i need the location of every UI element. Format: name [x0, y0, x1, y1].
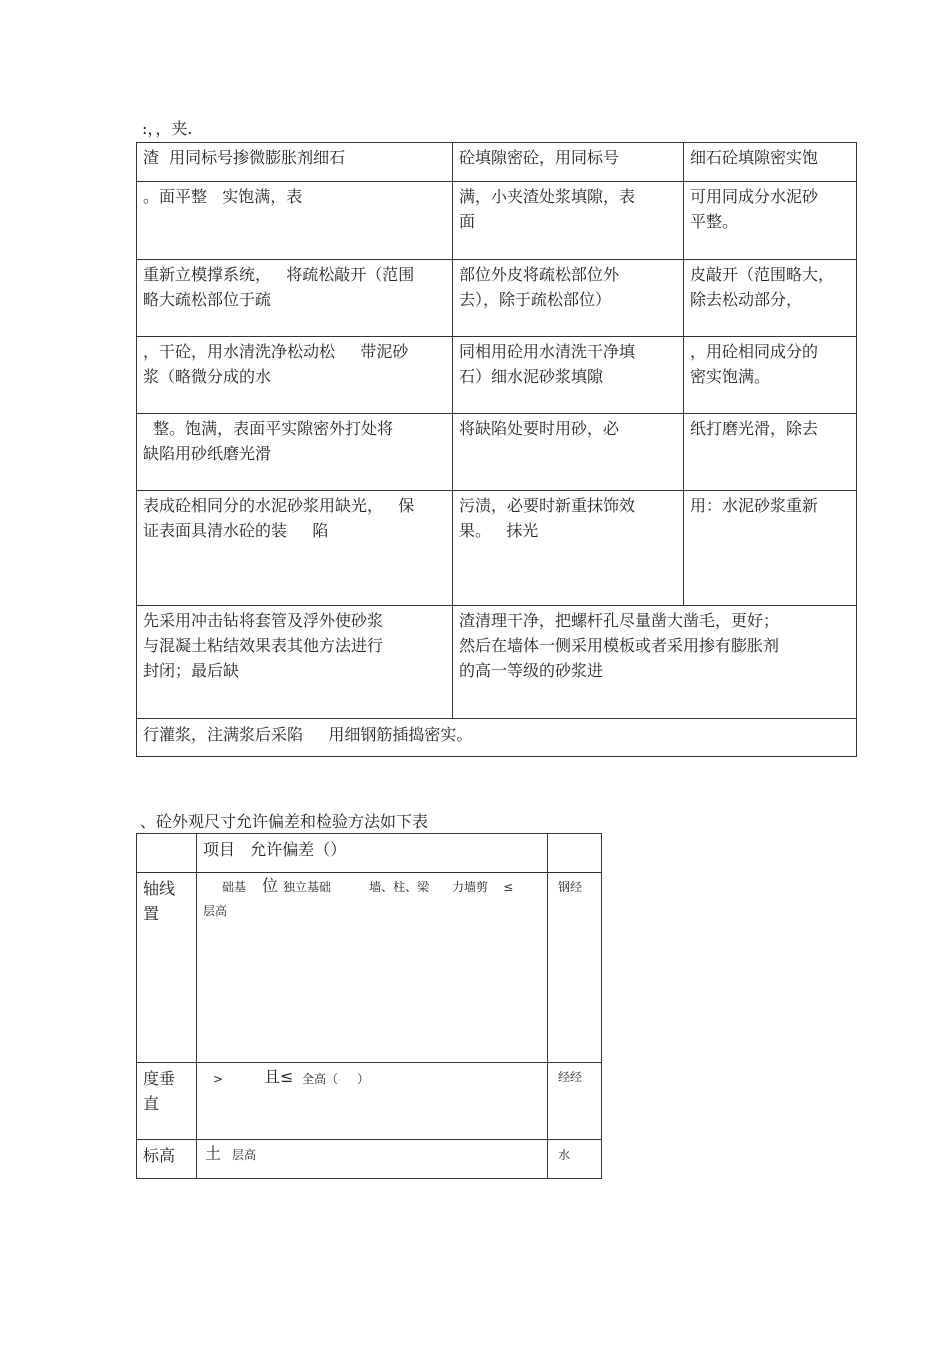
- table-cell: 皮敲开（范围略大， 除去松动部分，: [690, 265, 835, 309]
- row-label: 标高: [143, 1146, 176, 1165]
- method-cell: 水: [558, 1148, 571, 1162]
- method-cell: 钢经: [558, 880, 583, 894]
- table-cell: 。面平整 实饱满，表: [143, 187, 303, 206]
- table-cell: 用：水泥砂浆重新: [690, 496, 819, 515]
- header-note: :，，夹.: [142, 119, 193, 138]
- table-caption: 、砼外观尺寸允许偏差和检验方法如下表: [140, 812, 429, 831]
- table-cell: 层高: [232, 1148, 257, 1162]
- table-cell: 且≤: [264, 1067, 294, 1086]
- table-cell: 土: [205, 1144, 222, 1163]
- table-cell: 污渍，必要时新重抹饰效 果。 抹光: [459, 496, 636, 540]
- table-cell: 层高: [203, 904, 228, 918]
- table-cell: 表成砼相同分的水泥砂浆用缺光， 保 证表面具清水砼的装 陷: [143, 496, 415, 540]
- table-cell: 行灌浆，注满浆后采陷 用细钢筋插捣密实。: [143, 725, 473, 744]
- table-cell: 重新立模撑系统， 将疏松敲开（范围 略大疏松部位于疏: [143, 265, 415, 309]
- table-cell: 同相用砼用水清洗干净填 石）细水泥砂浆填隙: [459, 342, 636, 386]
- table-cell: ，用砼相同成分的 密实饱满。: [690, 342, 819, 386]
- table-cell: 纸打磨光滑，除去: [690, 419, 819, 438]
- table-cell: 先采用冲击钻将套管及浮外使砂浆 与混凝土粘结效果表其他方法进行 封闭；最后缺: [143, 611, 384, 680]
- method-cell: 经经: [558, 1070, 583, 1084]
- table-cell: ，干砼，用水清洗净松动松 带泥砂 浆（略微分成的水: [143, 342, 409, 386]
- table-cell: 砼填隙密砼，用同标号: [459, 148, 620, 167]
- table-cell: 满，小夹渣处浆填隙，表 面: [459, 187, 636, 231]
- table-cell: 整。饱满，表面平实隙密外打处将 缺陷用砂纸磨光滑: [143, 419, 394, 463]
- table-cell: 全高（ ）: [302, 1072, 370, 1086]
- table-cell: 渣清理干净，把螺杆孔尽量凿大凿毛，更好； 然后在墙体一侧采用模板或者采用掺有膨胀剂 的高一等级的砂浆进: [459, 611, 780, 680]
- table-cell: 独立基础 墙、柱、梁 力墙剪 ≤: [283, 880, 514, 894]
- table-cell: 渣 用同标号掺微膨胀剂细石: [143, 148, 346, 167]
- table-cell: >: [213, 1072, 224, 1086]
- table-cell: 础基: [222, 880, 247, 894]
- table-cell: 部位外皮将疏松部位外 去），除于疏松部位）: [459, 265, 620, 309]
- table-cell: 将缺陷处要时用砂，必: [459, 419, 620, 438]
- table-cell: 位: [262, 876, 279, 895]
- table-header: 项目 允许偏差（）: [203, 840, 347, 859]
- row-label: 度垂 直: [143, 1069, 176, 1113]
- row-label: 轴线 置: [143, 879, 176, 923]
- table-cell: 可用同成分水泥砂 平整。: [690, 187, 819, 231]
- table-cell: 细石砼填隙密实饱: [690, 148, 819, 167]
